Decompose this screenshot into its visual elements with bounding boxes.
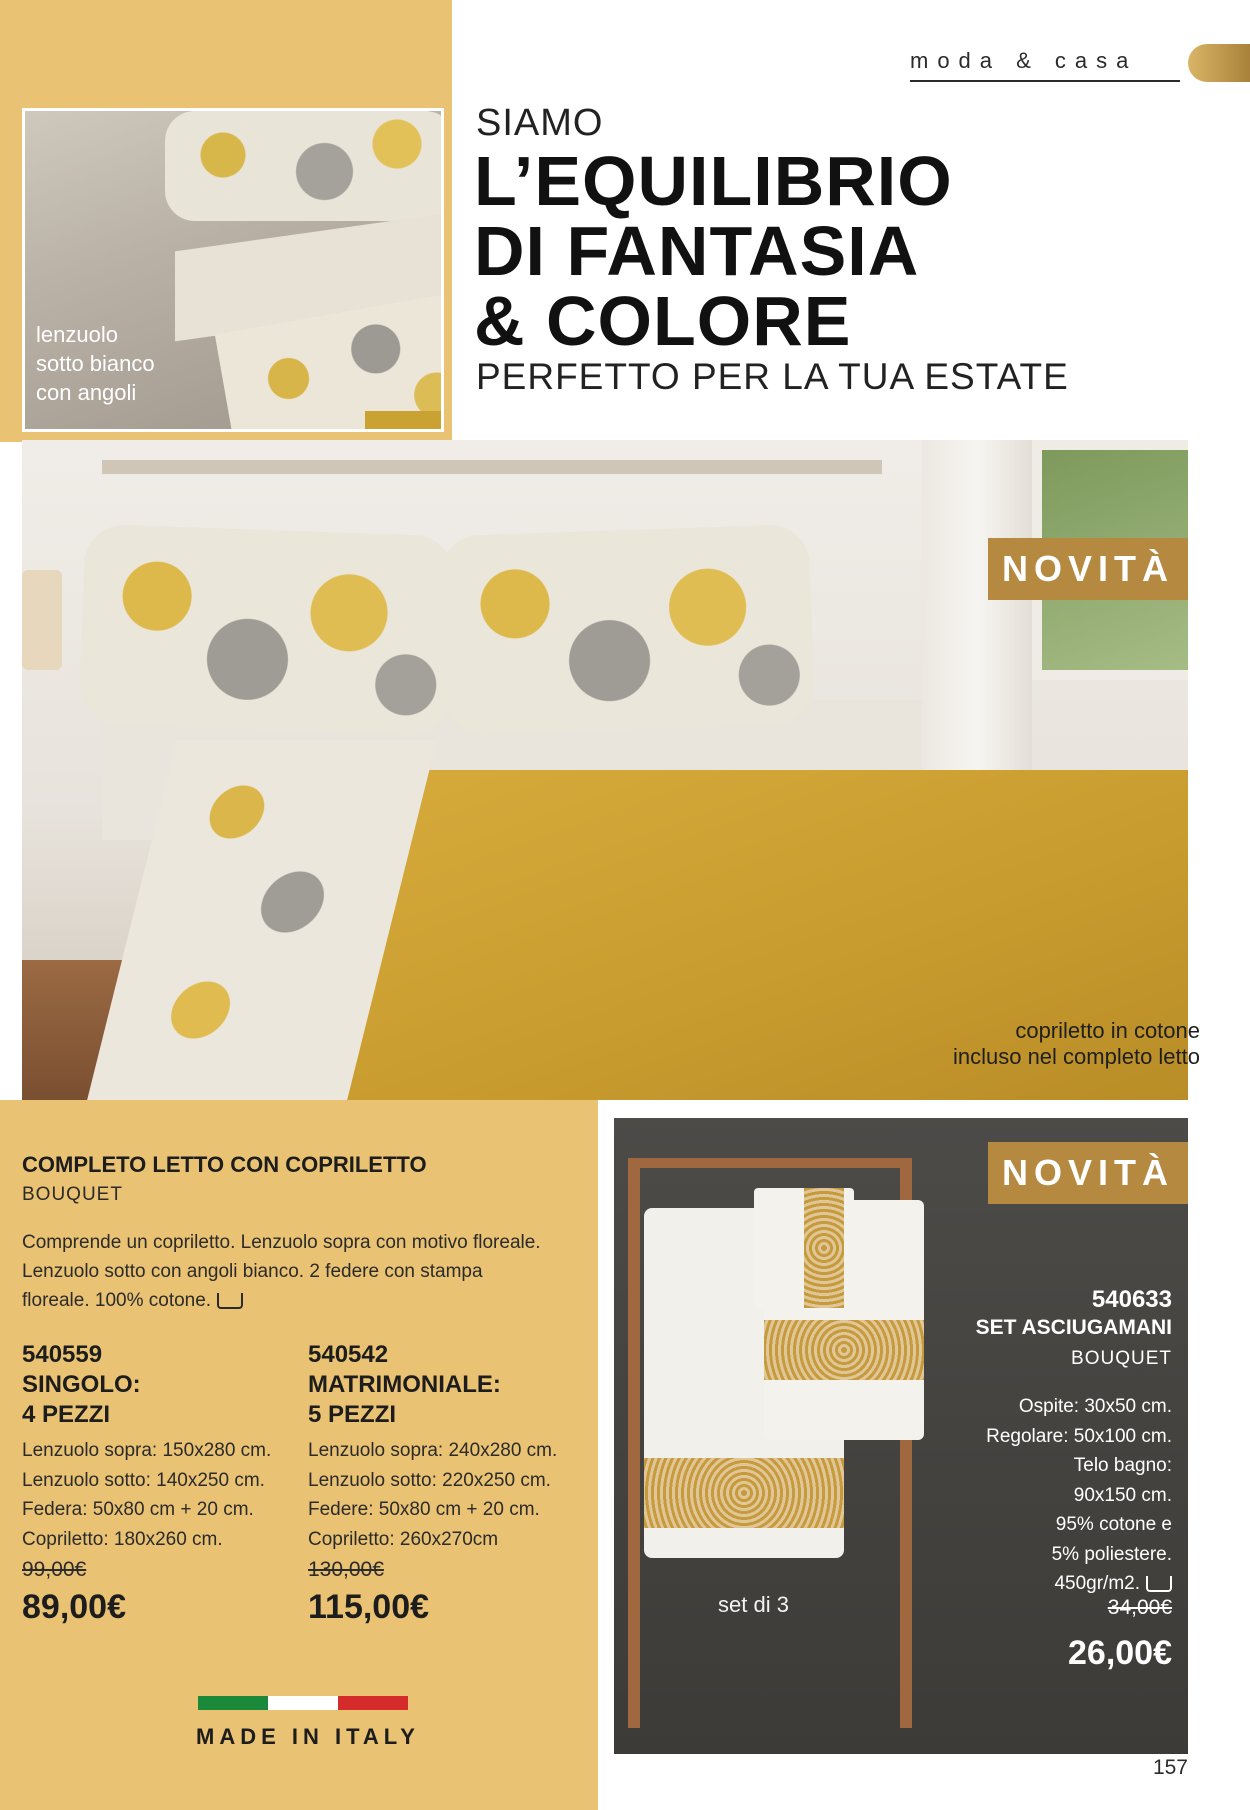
- old-price: 130,00€: [308, 1558, 384, 1581]
- towel-collection: BOUQUET: [1071, 1348, 1172, 1369]
- flag-white: [268, 1696, 338, 1710]
- variant-code: 540559: [22, 1341, 103, 1368]
- towel-code: 540633: [1091, 1286, 1172, 1313]
- spec-line: Federe: 50x80 cm + 20 cm.: [308, 1499, 540, 1520]
- variant-single: [22, 1340, 312, 1627]
- spec-line: Telo bagno:: [1073, 1455, 1172, 1476]
- italian-flag: [198, 1696, 408, 1710]
- spec-line: Lenzuolo sopra: 240x280 cm.: [308, 1440, 558, 1461]
- new-badge: NOVITÀ: [988, 1142, 1188, 1204]
- caption-line: con angoli: [36, 380, 137, 405]
- headline-line: L’EQUILIBRIO: [474, 142, 953, 220]
- flag-green: [198, 1696, 268, 1710]
- section-tab-decoration: [1188, 44, 1250, 82]
- new-badge: NOVITÀ: [988, 538, 1188, 600]
- caption-line: lenzuolo: [36, 322, 118, 347]
- spec-line-weight: 450gr/m2.: [986, 1569, 1172, 1599]
- spec-line: Copriletto: 260x270cm: [308, 1528, 499, 1550]
- product-collection: BOUQUET: [22, 1184, 123, 1205]
- old-price: 99,00€: [22, 1558, 87, 1581]
- caption-line: sotto bianco: [36, 351, 155, 376]
- page-number: 157: [1152, 1756, 1188, 1779]
- spec-line: 95% cotone e: [1055, 1514, 1172, 1535]
- spec-line: Lenzuolo sotto: 140x250 cm.: [22, 1469, 265, 1491]
- variant-specs: [308, 1436, 598, 1554]
- old-price: 34,00€: [1107, 1596, 1172, 1619]
- section-tag: moda & casa: [910, 48, 1138, 73]
- bedspread-caption: [953, 1018, 1200, 1070]
- variant-pieces: 4 PEZZI: [22, 1401, 111, 1428]
- spec-line: Ospite: 30x50 cm.: [1018, 1396, 1172, 1417]
- variant-pieces: 5 PEZZI: [308, 1401, 397, 1428]
- spec-line: 5% poliestere.: [1051, 1543, 1172, 1565]
- headline-subtitle: PERFETTO PER LA TUA ESTATE: [476, 356, 1069, 397]
- variant-name: SINGOLO:: [22, 1371, 141, 1398]
- spec-line: Federa: 50x80 cm + 20 cm.: [22, 1499, 254, 1520]
- wash-icon: [217, 1293, 243, 1309]
- spec-line: 90x150 cm.: [1073, 1484, 1172, 1506]
- caption-line: incluso nel completo letto: [952, 1044, 1200, 1069]
- headline-line: DI FANTASIA: [474, 212, 920, 290]
- towel-title: SET ASCIUGAMANI: [975, 1316, 1172, 1339]
- product-title: COMPLETO LETTO CON COPRILETTO: [22, 1152, 427, 1177]
- price: 115,00€: [308, 1588, 430, 1626]
- price: 89,00€: [22, 1588, 126, 1626]
- spec-line: Regolare: 50x100 cm.: [986, 1425, 1172, 1447]
- spec-line: Lenzuolo sotto: 220x250 cm.: [308, 1469, 551, 1491]
- made-in-italy-label: MADE IN ITALY: [196, 1724, 420, 1749]
- towel-specs: [986, 1392, 1172, 1599]
- bed-detail-caption: [36, 320, 236, 407]
- product-description: [22, 1228, 542, 1315]
- variant-code: 540542: [308, 1341, 389, 1368]
- headline-line: & COLORE: [474, 282, 852, 360]
- description-text: Comprende un copriletto. Lenzuolo sopra con motivo floreale. Lenzuolo sotto con angoli bianco. 2 federe con stampa floreale. 100% cotone.: [22, 1232, 541, 1311]
- wash-icon: [1146, 1576, 1172, 1592]
- towel-set-caption: set di 3: [718, 1592, 789, 1617]
- section-underline: [910, 80, 1180, 82]
- flag-red: [338, 1696, 408, 1710]
- spec-line: Copriletto: 180x260 cm.: [22, 1528, 223, 1550]
- price: 26,00€: [1068, 1634, 1172, 1672]
- spec-line: Lenzuolo sopra: 150x280 cm.: [22, 1440, 272, 1461]
- variant-specs: [22, 1436, 312, 1554]
- headline: [474, 142, 953, 360]
- variant-name: MATRIMONIALE:: [308, 1371, 501, 1398]
- caption-line: copriletto in cotone: [1015, 1018, 1200, 1043]
- headline-intro: SIAMO: [476, 102, 604, 144]
- variant-double: [308, 1340, 598, 1627]
